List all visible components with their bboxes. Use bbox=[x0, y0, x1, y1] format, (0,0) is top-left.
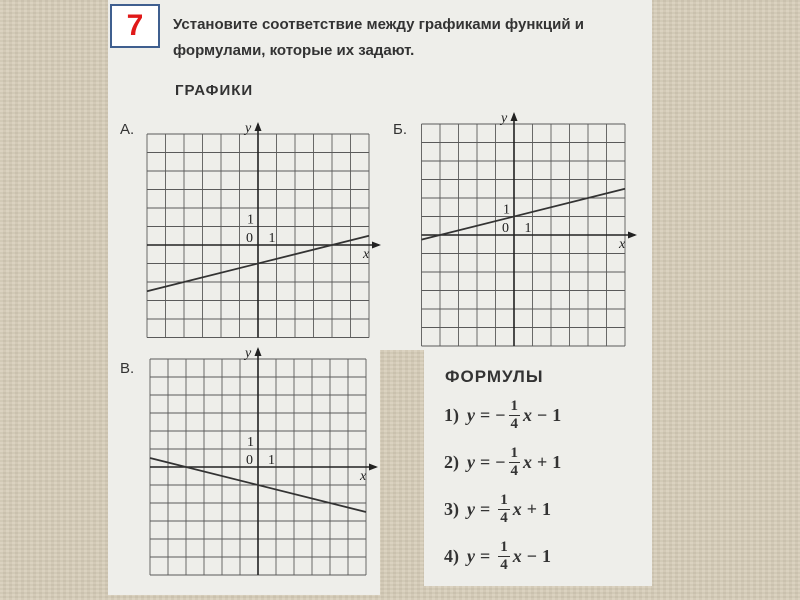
formula-3-lhs: y bbox=[467, 498, 475, 519]
formula-4-denominator: 4 bbox=[500, 556, 508, 573]
x-unit-label: 1 bbox=[268, 453, 275, 468]
y-axis-label: y bbox=[245, 346, 252, 361]
x-axis-label: x bbox=[363, 247, 370, 262]
formula-2-variable: x bbox=[523, 451, 533, 472]
y-axis-label: y bbox=[501, 111, 508, 126]
y-axis-label: y bbox=[245, 121, 252, 136]
formula-4-constant: 1 bbox=[542, 545, 552, 566]
formula-3-denominator: 4 bbox=[500, 509, 508, 526]
formula-3-numerator: 1 bbox=[500, 491, 508, 508]
x-axis-label: x bbox=[360, 469, 367, 484]
formula-4-number: 4) bbox=[444, 545, 459, 566]
formula-4-fraction bbox=[498, 539, 510, 574]
graph-a-letter: А. bbox=[120, 121, 135, 138]
formula-3 bbox=[444, 487, 551, 531]
formula-2-denominator: 4 bbox=[510, 462, 519, 479]
slide-number-badge: 7 bbox=[110, 4, 160, 48]
origin-label: 0 bbox=[246, 231, 253, 246]
formula-2 bbox=[444, 440, 561, 484]
formula-1-equals: = bbox=[480, 404, 491, 425]
formula-1-fraction bbox=[509, 398, 521, 433]
y-unit-label: 1 bbox=[247, 435, 254, 450]
formula-3-variable: x bbox=[512, 498, 522, 519]
formula-2-fraction bbox=[509, 445, 521, 480]
formula-2-number: 2) bbox=[444, 451, 459, 472]
formula-3-fraction bbox=[498, 492, 510, 527]
graph-b-letter: Б. bbox=[393, 121, 408, 138]
graphs-heading: ГРАФИКИ bbox=[175, 82, 254, 99]
task-text-line-2: формулами, которые их задают. bbox=[173, 42, 415, 59]
origin-label: 0 bbox=[502, 221, 509, 236]
formula-2-operator: + bbox=[537, 451, 548, 472]
formula-1-operator: − bbox=[537, 404, 548, 425]
origin-label: 0 bbox=[246, 453, 253, 468]
formula-4-variable: x bbox=[512, 545, 522, 566]
formula-3-operator: + bbox=[526, 498, 538, 519]
formula-1-sign: − bbox=[495, 404, 506, 425]
formula-4-operator: − bbox=[526, 545, 538, 566]
y-unit-label: 1 bbox=[247, 212, 254, 228]
formula-2-numerator: 1 bbox=[510, 444, 519, 461]
formula-1-denominator: 4 bbox=[510, 415, 519, 432]
formula-2-lhs: y bbox=[467, 451, 475, 472]
x-axis-arrow bbox=[369, 464, 378, 471]
formula-4 bbox=[444, 534, 551, 578]
task-text-line-1: Установите соответствие между графиками функций и bbox=[173, 16, 584, 33]
formula-3-number: 3) bbox=[444, 498, 459, 519]
formula-4-numerator: 1 bbox=[500, 538, 508, 555]
y-unit-label: 1 bbox=[503, 202, 510, 218]
formula-1-number: 1) bbox=[444, 404, 459, 425]
formula-1 bbox=[444, 393, 561, 437]
graph-c-letter: В. bbox=[120, 360, 135, 377]
formula-4-lhs: y bbox=[467, 545, 475, 566]
formula-2-equals: = bbox=[480, 451, 491, 472]
formula-1-lhs: y bbox=[467, 404, 475, 425]
formula-4-equals: = bbox=[480, 545, 491, 566]
formula-1-numerator: 1 bbox=[510, 397, 519, 414]
formula-1-constant: 1 bbox=[552, 404, 562, 425]
formula-1-variable: x bbox=[523, 404, 533, 425]
x-axis-label: x bbox=[619, 237, 626, 252]
formula-3-constant: 1 bbox=[542, 498, 552, 519]
formulas-heading: ФОРМУЛЫ bbox=[445, 367, 544, 386]
y-axis-arrow bbox=[255, 347, 262, 356]
x-unit-label: 1 bbox=[524, 221, 532, 236]
formula-2-constant: 1 bbox=[552, 451, 562, 472]
formula-3-equals: = bbox=[480, 498, 491, 519]
x-unit-label: 1 bbox=[268, 231, 276, 246]
formula-2-sign: − bbox=[495, 451, 506, 472]
